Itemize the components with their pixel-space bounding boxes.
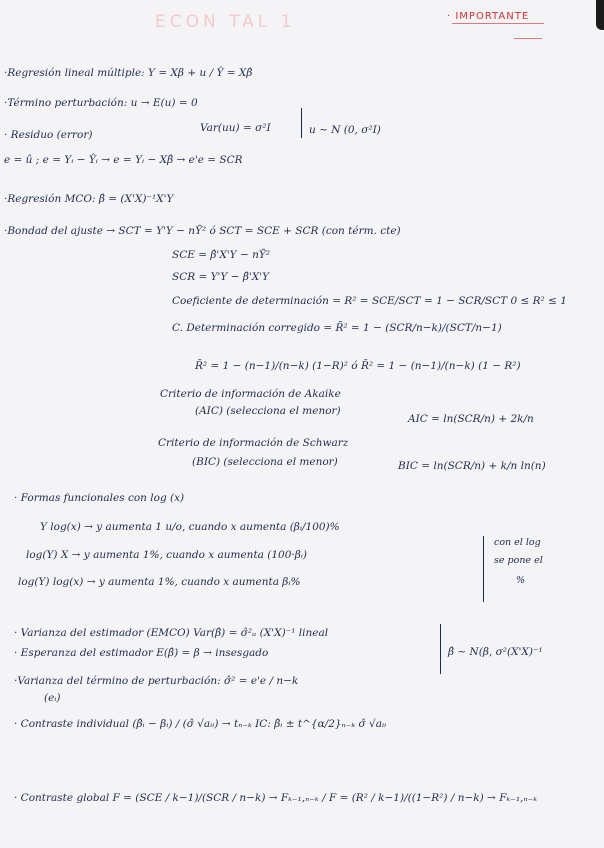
brace: [301, 108, 302, 138]
brace: [440, 624, 441, 674]
note-line: · Contraste global F = (SCE / k−1)/(SCR / n−k) → Fₖ₋₁,ₙ₋ₖ / F = (R² / k−1)/((1−R²) / n−k) → Fₖ₋₁,ₙ₋ₖ: [14, 792, 538, 804]
note-line: (AIC) (selecciona el menor): [195, 405, 341, 417]
note-line: Y log(x) → y aumenta 1 u/o, cuando x aumenta (βᵢ/100)%: [40, 521, 340, 533]
note-line: e = û ; e = Yᵢ − Ŷᵢ → e = Yᵢ − Xβ̂ → e'e = SCR: [4, 154, 243, 166]
note-line: Var(uu) = σ²I: [200, 122, 271, 134]
note-line: Criterio de información de Akaike: [160, 388, 341, 400]
note-line: Coeficiente de determinación = R² = SCE/SCT = 1 − SCR/SCT 0 ≤ R² ≤ 1: [172, 295, 567, 307]
note-line: AIC = ln(SCR/n) + 2k/n: [408, 413, 534, 425]
note-line: · Contraste individual (β̂ᵢ − βᵢ) / (σ̂ √aᵢᵢ) → tₙ₋ₖ IC: β̂ᵢ ± t^{α/2}ₙ₋ₖ σ̂ √aᵢᵢ: [14, 718, 387, 730]
page-corner: [596, 0, 604, 30]
note-line: · Formas funcionales con log (x): [14, 492, 185, 504]
note-line: con el log: [494, 537, 541, 548]
note-line: log(Y) X → y aumenta 1%, cuando x aumenta (100·βᵢ): [26, 549, 308, 561]
note-line: Criterio de información de Schwarz: [158, 437, 349, 449]
note-line: C. Determinación corregido = R̄² = 1 − (SCR/n−k)/(SCT/n−1): [172, 322, 502, 334]
note-line: · Residuo (error): [4, 129, 93, 141]
note-line: se pone el: [494, 555, 543, 566]
note-line: log(Y) log(x) → y aumenta 1%, cuando x aumenta βᵢ%: [18, 576, 301, 588]
note-line: %: [516, 575, 526, 586]
brace: [483, 536, 484, 602]
underline: [514, 38, 542, 39]
page-title: ECON TAL 1: [155, 12, 296, 32]
note-line: SCR = Y'Y − β̂'X'Y: [172, 271, 270, 283]
note-line: u ~ N (0, σ²I): [309, 124, 381, 136]
note-line: ·Varianza del término de perturbación: σ̂² = e'e / n−k: [14, 675, 299, 687]
note-line: · Esperanza del estimador E(β̂) = β → insesgado: [14, 647, 269, 659]
underline: [452, 23, 544, 24]
note-line: · Varianza del estimador (EMCO) Var(β̂) = σ̂²ᵤ (X'X)⁻¹ lineal: [14, 627, 329, 639]
important-label: · IMPORTANTE: [447, 11, 530, 22]
note-line: ·Regresión lineal múltiple: Y = Xβ + u / Ŷ = Xβ̂: [4, 67, 253, 79]
note-line: (eᵢ): [44, 692, 61, 704]
note-line: (BIC) (selecciona el menor): [192, 456, 338, 468]
note-line: ·Término perturbación: u → E(u) = 0: [4, 97, 198, 109]
note-line: β̂ ~ N(β, σ²(X'X)⁻¹: [448, 646, 543, 658]
note-line: ·Regresión MCO: β̂ = (X'X)⁻¹X'Y: [4, 193, 174, 205]
note-line: BIC = ln(SCR/n) + k/n ln(n): [398, 460, 546, 472]
note-line: SCE = β̂'X'Y − nȲ²: [172, 249, 270, 261]
note-line: ·Bondad del ajuste → SCT = Y'Y − nȲ² ó SCT = SCE + SCR (con térm. cte): [4, 225, 401, 237]
note-line: R̄² = 1 − (n−1)/(n−k) (1−R)² ó R̄² = 1 − (n−1)/(n−k) (1 − R²): [195, 360, 521, 372]
